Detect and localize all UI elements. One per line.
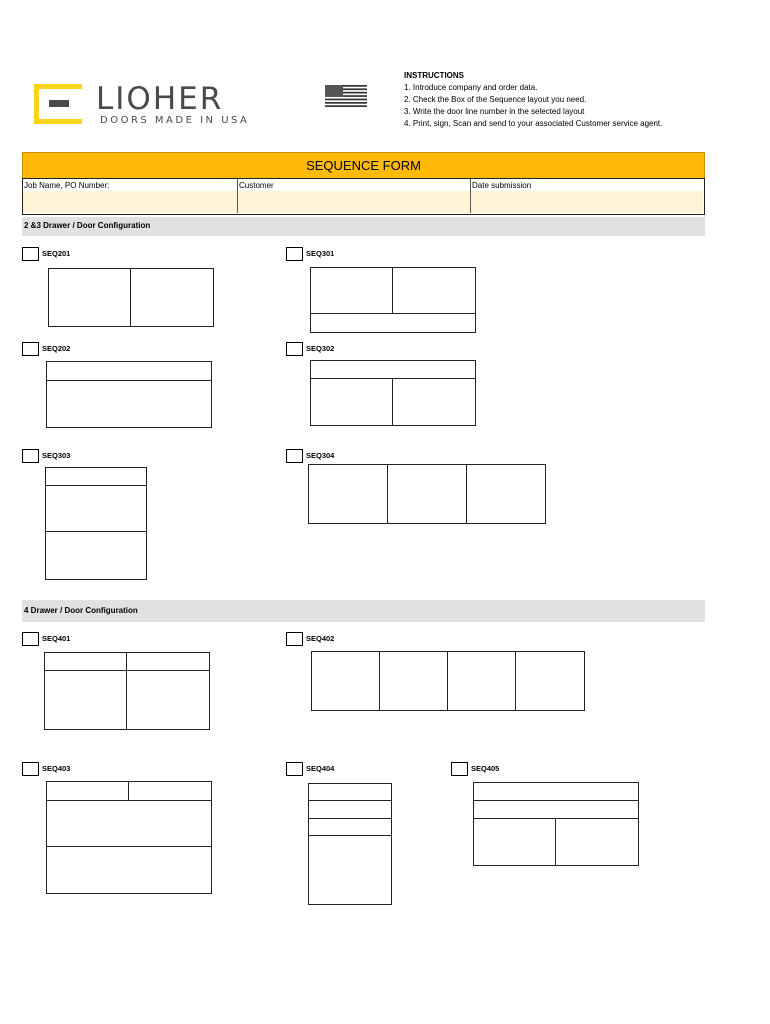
layout-cell <box>45 531 147 580</box>
layout-cell <box>308 464 389 524</box>
layout-cell <box>392 378 476 426</box>
layout-cell <box>45 467 147 487</box>
seq404-label: SEQ404 <box>306 764 335 773</box>
seq404-checkbox[interactable] <box>286 762 303 776</box>
seq405-layout <box>473 782 639 866</box>
seq303-checkbox[interactable] <box>22 449 39 463</box>
layout-cell <box>45 485 147 533</box>
job-name-field <box>23 179 238 213</box>
logo-tagline: DOORS MADE IN USA <box>100 115 250 126</box>
layout-cell <box>126 670 210 730</box>
layout-cell <box>46 800 212 848</box>
seq303-layout <box>45 467 147 580</box>
layout-cell <box>46 846 212 894</box>
instruction-step: 1. Introduce company and order data. <box>404 83 538 92</box>
seq302-checkbox[interactable] <box>286 342 303 356</box>
layout-cell <box>515 651 585 711</box>
layout-cell <box>473 818 557 866</box>
seq403-layout <box>46 781 212 894</box>
form-fields <box>22 178 705 215</box>
us-flag-icon <box>325 85 367 107</box>
seq302-label: SEQ302 <box>306 344 335 353</box>
seq402-label: SEQ402 <box>306 634 335 643</box>
seq403-label: SEQ403 <box>42 764 71 773</box>
seq304-checkbox[interactable] <box>286 449 303 463</box>
seq304-layout <box>308 464 546 524</box>
seq404-layout <box>308 783 392 905</box>
date-field <box>471 179 703 213</box>
layout-cell <box>379 651 449 711</box>
layout-cell <box>308 800 392 820</box>
seq301-checkbox[interactable] <box>286 247 303 261</box>
seq401-checkbox[interactable] <box>22 632 39 646</box>
field-label: Date submission <box>472 181 532 190</box>
layout-cell <box>311 651 381 711</box>
layout-cell <box>44 652 128 672</box>
instruction-step: 4. Print, sign, Scan and send to your associated Customer service agent. <box>404 119 663 128</box>
layout-cell <box>128 781 212 802</box>
seq201-layout <box>48 268 214 327</box>
seq405-checkbox[interactable] <box>451 762 468 776</box>
seq301-layout <box>310 267 476 333</box>
form-banner <box>22 152 705 179</box>
layout-cell <box>447 651 517 711</box>
layout-cell <box>308 835 392 905</box>
layout-cell <box>310 313 476 333</box>
layout-cell <box>46 380 212 428</box>
instructions <box>404 70 734 130</box>
seq402-checkbox[interactable] <box>286 632 303 646</box>
layout-cell <box>392 267 476 315</box>
layout-cell <box>387 464 468 524</box>
seq202-checkbox[interactable] <box>22 342 39 356</box>
seq402-layout <box>311 651 585 711</box>
layout-cell <box>126 652 210 672</box>
seq201-label: SEQ201 <box>42 249 71 258</box>
seq403-checkbox[interactable] <box>22 762 39 776</box>
seq302-layout <box>310 360 476 426</box>
seq301-label: SEQ301 <box>306 249 335 258</box>
layout-cell <box>310 378 394 426</box>
logo-mark-bar <box>49 100 69 107</box>
logo-brand: LIOHER <box>96 81 224 117</box>
instructions-title: INSTRUCTIONS <box>404 71 464 80</box>
job-name-input[interactable] <box>23 191 237 213</box>
seq405-label: SEQ405 <box>471 764 500 773</box>
seq202-layout <box>46 361 212 428</box>
seq304-label: SEQ304 <box>306 451 335 460</box>
customer-input[interactable] <box>238 191 470 213</box>
company-logo <box>34 81 294 128</box>
layout-cell <box>130 268 214 327</box>
layout-cell <box>555 818 639 866</box>
layout-cell <box>466 464 546 524</box>
layout-cell <box>310 267 394 315</box>
date-input[interactable] <box>471 191 703 213</box>
form-title: SEQUENCE FORM <box>306 158 421 173</box>
layout-cell <box>310 360 476 380</box>
customer-field <box>238 179 471 213</box>
layout-cell <box>48 268 132 327</box>
section-header: 2 &3 Drawer / Door Configuration <box>22 217 705 236</box>
seq401-layout <box>44 652 210 730</box>
seq303-label: SEQ303 <box>42 451 71 460</box>
seq201-checkbox[interactable] <box>22 247 39 261</box>
instruction-step: 2. Check the Box of the Sequence layout you need. <box>404 95 587 104</box>
layout-cell <box>473 800 639 820</box>
layout-cell <box>46 781 130 802</box>
field-label: Customer <box>239 181 274 190</box>
instruction-step: 3. Write the door line number in the selected layout <box>404 107 585 116</box>
seq401-label: SEQ401 <box>42 634 71 643</box>
section-header: 4 Drawer / Door Configuration <box>22 600 705 622</box>
layout-cell <box>46 361 212 382</box>
layout-cell <box>44 670 128 730</box>
layout-cell <box>473 782 639 802</box>
seq202-label: SEQ202 <box>42 344 71 353</box>
field-label: Job Name, PO Number: <box>24 181 110 190</box>
